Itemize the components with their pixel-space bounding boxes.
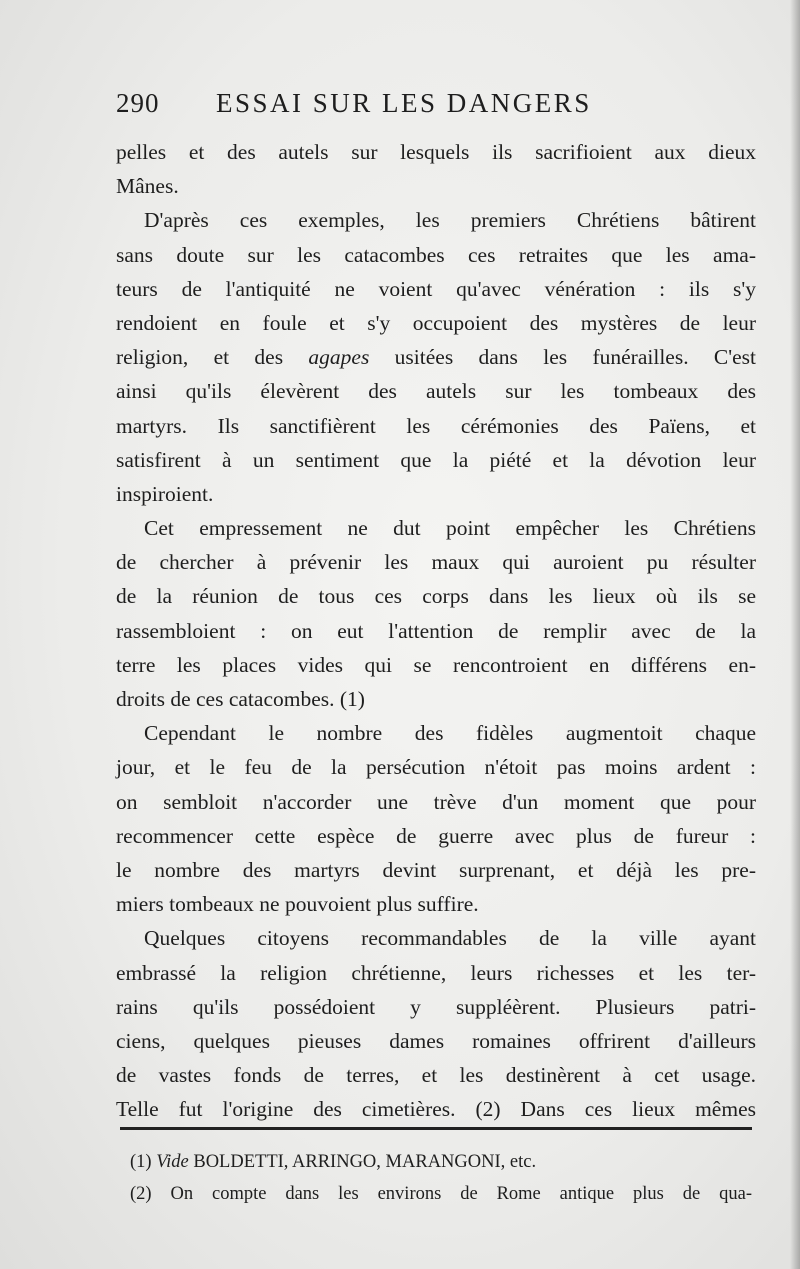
page-header (116, 86, 676, 122)
text-line: Quelques citoyens recommandables de la ville ayant (144, 926, 756, 951)
text-segment: religion, et des (116, 345, 284, 370)
text-line: Telle fut l'origine des cimetières. (2) Dans ces lieux mêmes (116, 1097, 756, 1122)
text-line: ainsi qu'ils élevèrent des autels sur les tombeaux des (116, 379, 756, 404)
text-line: de chercher à prévenir les maux qui auroient pu résulter (116, 550, 756, 575)
text-line: rassembloient : on eut l'attention de remplir avec de la (116, 618, 756, 643)
footnote-marker: (1) (130, 1152, 152, 1172)
text-line: le nombre des martyrs devint surprenant, et déjà les pre- (116, 857, 756, 882)
text-line: teurs de l'antiquité ne voient qu'avec vénération : ils s'y (116, 276, 756, 301)
text-line: Cet empressement ne dut point empêcher les Chrétiens (144, 516, 756, 541)
text-line: sans doute sur les catacombes ces retraites que les ama- (116, 242, 756, 267)
footnote-2: (2) On compte dans les environs de Rome antique plus de qua- (130, 1184, 752, 1204)
text-line: satisfirent à un sentiment que la piété et la dévotion leur (116, 447, 756, 472)
text-line: jour, et le feu de la persécution n'étoit pas moins ardent : (116, 755, 756, 780)
text-line: Cependant le nombre des fidèles augmentoit chaque (144, 721, 756, 746)
text-line: embrassé la religion chrétienne, leurs richesses et les ter- (116, 960, 756, 985)
footnote-text: BOLDETTI, ARRINGO, MARANGONI, etc. (193, 1152, 537, 1172)
footnote-italic: Vide (156, 1152, 189, 1172)
text-line: Mânes. (116, 174, 179, 199)
text-line: terre les places vides qui se rencontroient en différens en- (116, 652, 756, 677)
text-line: D'après ces exemples, les premiers Chrétiens bâtirent (144, 208, 756, 233)
text-line: pelles et des autels sur lesquels ils sacrifioient aux dieux (116, 140, 756, 164)
footnotes (130, 1146, 752, 1210)
running-title: ESSAI SUR LES DANGERS (216, 88, 592, 118)
text-line: on sembloit n'accorder une trève d'un moment que pour (116, 789, 756, 814)
text-line: ciens, quelques pieuses dames romaines offrirent d'ailleurs (116, 1028, 756, 1053)
text-line: inspiroient. (116, 481, 214, 506)
text-line: martyrs. Ils sanctifièrent les cérémonies des Païens, et (116, 413, 756, 438)
text-line: recommencer cette espèce de guerre avec plus de fureur : (116, 823, 756, 848)
footnote-divider (120, 1127, 752, 1130)
text-line (116, 340, 756, 374)
page-edge-shadow (790, 0, 800, 1269)
body-text (116, 135, 756, 1126)
text-line: rains qu'ils possédoient y suppléèrent. Plusieurs patri- (116, 994, 756, 1019)
text-line: de vastes fonds de terres, et les destinèrent à cet usage. (116, 1063, 756, 1088)
page-number: 290 (116, 88, 160, 118)
text-line: rendoient en foule et s'y occupoient des mystères de leur (116, 310, 756, 335)
text-line: droits de ces catacombes. (1) (116, 687, 365, 711)
text-line: de la réunion de tous ces corps dans les lieux où ils se (116, 584, 756, 609)
text-segment: usitées dans les funérailles. C'est (394, 345, 756, 370)
footnote-1 (130, 1146, 752, 1178)
italic-word-agapes: agapes (308, 345, 370, 370)
text-line: miers tombeaux ne pouvoient plus suffire. (116, 892, 479, 917)
